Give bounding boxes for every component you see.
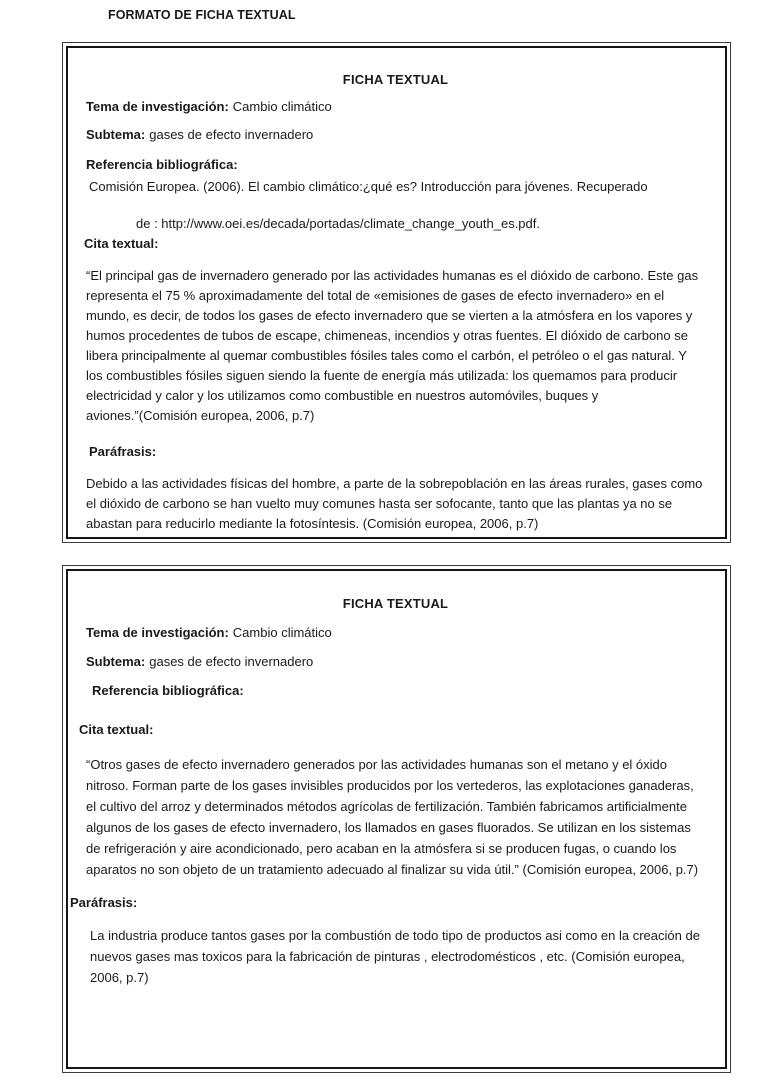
subtema-value: gases de efecto invernadero (149, 654, 314, 669)
ficha-card-2-inner (66, 569, 727, 1069)
card-1-parafrasis-text: Debido a las actividades físicas del hombre, a parte de la sobrepoblación en las áreas rurales, gases como el dióxido de carbono se han vuelto muy comunes hasta ser sofocante, tanto que las plantas ya no se abastan para reducirlo mediante la fotosíntesis. (Comisión europea, 2006, p.7) (86, 476, 703, 531)
card-1-cita-label: Cita textual: (84, 236, 159, 251)
card-1-referencia-url: de : http://www.oei.es/decada/portadas/climate_change_youth_es.pdf. (136, 216, 540, 231)
card-1-referencia-label: Referencia bibliográfica: (86, 157, 238, 172)
card-1-title: FICHA TEXTUAL (342, 72, 449, 87)
tema-label: Tema de investigación: (86, 625, 229, 640)
card-2-cita-label: Cita textual: (79, 722, 154, 737)
card-2-parafrasis-text: La industria produce tantos gases por la combustión de todo tipo de productos asi como en la creación de nuevos gases mas toxicos para la fabricación de pinturas , electrodomésticos , etc. (Comisión europea, 2006, p.7) (90, 928, 700, 985)
card-2-parafrasis-label: Paráfrasis: (70, 895, 138, 910)
tema-label: Tema de investigación: (86, 99, 229, 114)
card-2-subtema-row (86, 651, 705, 672)
tema-value: Cambio climático (232, 625, 332, 640)
card-2-title: FICHA TEXTUAL (342, 596, 449, 611)
card-1-tema-row (86, 97, 705, 117)
page-title: FORMATO DE FICHA TEXTUAL (108, 8, 296, 22)
tema-value: Cambio climático (232, 99, 332, 114)
card-2-tema-row (86, 622, 705, 643)
ficha-card-1 (62, 42, 731, 543)
subtema-value: gases de efecto invernadero (149, 127, 314, 142)
ficha-card-2 (62, 565, 731, 1073)
subtema-label: Subtema: (86, 654, 146, 669)
card-1-subtema-row (86, 125, 705, 145)
card-2-cita-text: “Otros gases de efecto invernadero generados por las actividades humanas son el metano y el óxido nitroso. Forman parte de los gases invisibles producidos por los vertederos, las explotaciones ganaderas, el cultivo del arroz y determinados métodos agrícolas de fertilización. También fabricamos artificialmente algunos de los gases de efecto invernadero, los llamados en gases fluorados. Se utilizan en los sistemas de refrigeración y aire acondicionado, pero acaban en la atmósfera si se producen fugas, o cuando los aparatos no son objeto de un tratamiento adecuado al finalizar su vida útil.” (Comisión europea, 2006, p.7) (86, 757, 699, 877)
card-1-cita-text: “El principal gas de invernadero generado por las actividades humanas es el dióxido de carbono. Este gas representa el 75 % aproximadamente del total de «emisiones de gases de efecto invernadero» en el mundo, es decir, de todos los gases de efecto invernadero que se vierten a la atmósfera en los vapores y humos procedentes de tubos de escape, chimeneas, incendios y otras fuentes. El dióxido de carbono se libera principalmente al quemar combustibles fósiles tales como el carbón, el petróleo o el gas natural. Y los combustibles fósiles siguen siendo la fuente de energía más utilizada: los quemamos para producir electricidad y calor y los utilizamos como combustible en nuestros automóviles, buques y aviones.”(Comisión europea, 2006, p.7) (86, 268, 699, 423)
card-2-referencia-label: Referencia bibliográfica: (92, 683, 244, 698)
ficha-card-1-inner (66, 46, 727, 539)
subtema-label: Subtema: (86, 127, 146, 142)
card-1-parafrasis-label: Paráfrasis: (89, 444, 157, 459)
card-1-referencia-line1: Comisión Europea. (2006). El cambio climático:¿qué es? Introducción para jóvenes. Recuperado (89, 179, 648, 194)
